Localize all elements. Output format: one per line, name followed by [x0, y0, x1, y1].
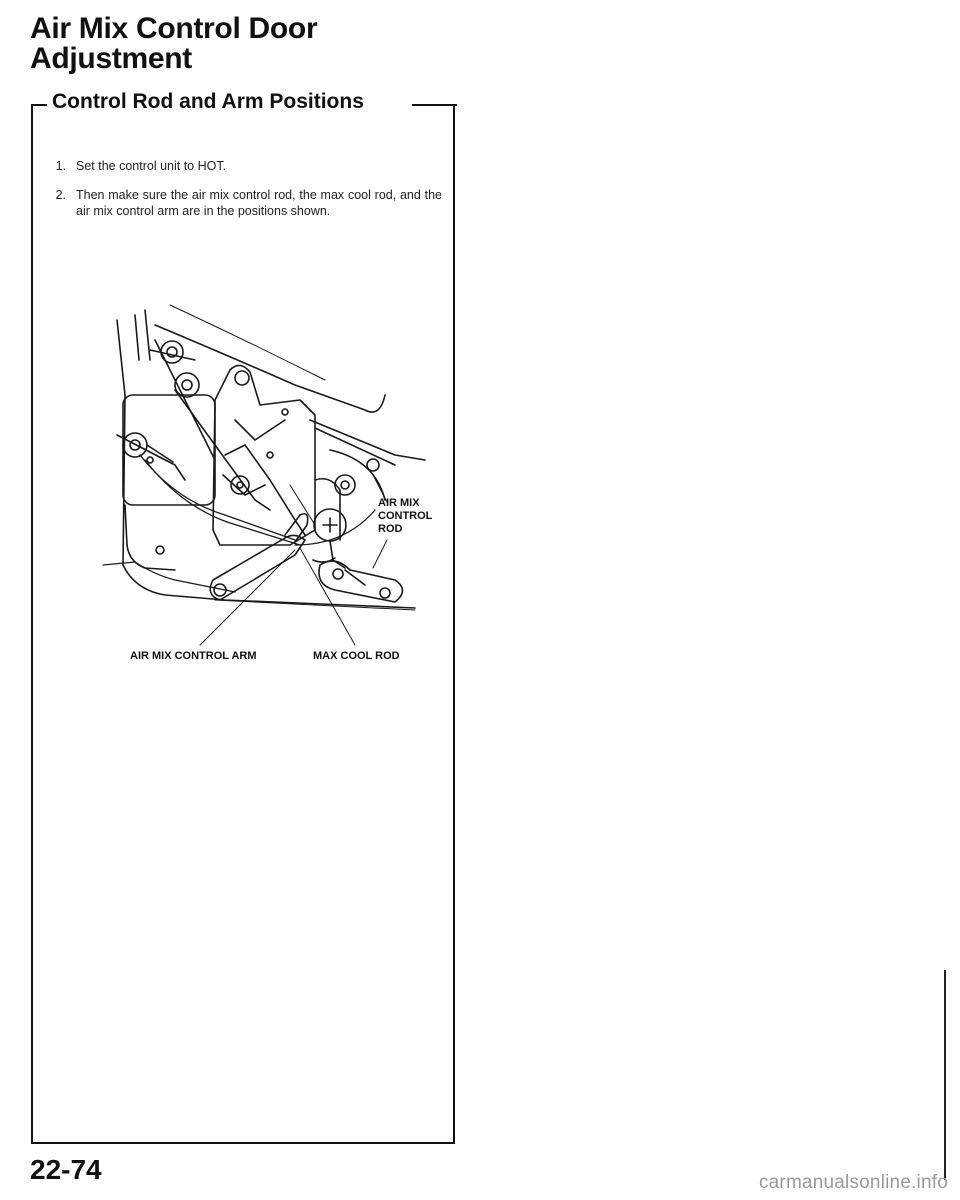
page-title-line1: Air Mix Control Door [30, 12, 318, 45]
step-list [46, 158, 442, 232]
air-mix-mechanism-diagram [95, 300, 455, 670]
step-text: Then make sure the air mix control rod, the max cool rod, and the air mix control arm are in the positions shown. [76, 188, 442, 218]
control-arm-plate [213, 365, 315, 545]
leader-lines [200, 475, 387, 645]
step-number: 2. [55, 188, 66, 202]
page-title [30, 14, 317, 74]
step-item [46, 187, 442, 219]
section-title: Control Rod and Arm Positions [52, 90, 364, 113]
panel-top-border-right [412, 104, 457, 106]
label-rod-line2: CONTROL [378, 510, 433, 522]
label-air-mix-control-arm: AIR MIX CONTROL ARM [130, 650, 257, 662]
cool-rod-assembly [310, 420, 425, 568]
watermark: carmanualsonline.info [758, 1172, 948, 1193]
label-air-mix-control-rod [378, 497, 432, 536]
label-rod-line3: ROD [378, 523, 403, 535]
step-number: 1. [55, 159, 66, 173]
label-rod-line1: AIR MIX [378, 497, 420, 509]
panel-top-border-left [31, 104, 47, 106]
step-text: Set the control unit to HOT. [76, 159, 227, 173]
step-item [46, 158, 442, 174]
page-edge-line [944, 970, 946, 1180]
page-title-line2: Adjustment [30, 42, 193, 75]
label-max-cool-rod: MAX COOL ROD [313, 650, 400, 662]
page-number: 22-74 [30, 1154, 102, 1185]
